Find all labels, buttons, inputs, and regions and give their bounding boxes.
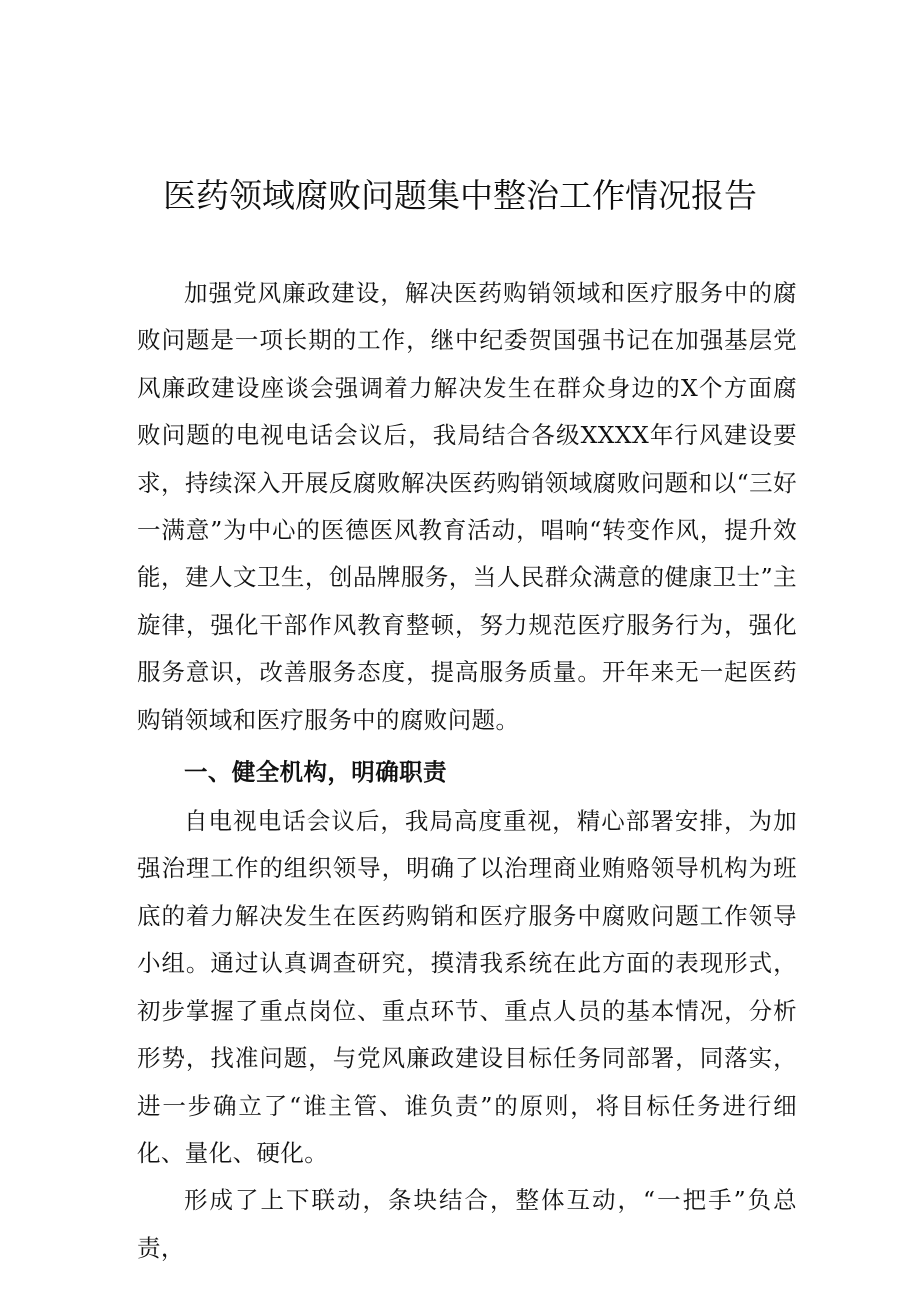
intro-paragraph: 加强党风廉政建设，解决医药购销领域和医疗服务中的腐败问题是一项长期的工作，继中纪委贺国强书记在加强基层党风廉政建设座谈会强调着力解决发生在群众身边的X个方面腐败问题的电视电话会议后，我局结合各级XXXX年行风建设要求，持续深入开展反腐败解决医药购销领域腐败问题和以“三好一满意”为中心的医德医风教育活动，唱响“转变作风，提升效能，建人文卫生，创品牌服务，当人民群众满意的健康卫士”主旋律，强化干部作风教育整顿，努力规范医疗服务行为，强化服务意识，改善服务态度，提高服务质量。开年来无一起医药购销领域和医疗服务中的腐败问题。 [137,279,797,734]
document-title: 医药领域腐败问题集中整治工作情况报告 [163,176,757,215]
document-body [137,270,797,1272]
section-paragraph: 形成了上下联动，条块结合，整体互动，“一把手”负总责， [137,1186,797,1262]
section-heading: 一、健全机构，明确职责 [184,758,447,787]
section-paragraph: 自电视电话会议后，我局高度重视，精心部署安排，为加强治理工作的组织领导，明确了以治理商业贿赂领导机构为班底的着力解决发生在医药购销和医疗服务中腐败问题工作领导小组。通过认真调查研究，摸清我系统在此方面的表现形式，初步掌握了重点岗位、重点环节、重点人员的基本情况，分析形势，找准问题，与党风廉政建设目标任务同部署，同落实，进一步确立了“谁主管、谁负责”的原则，将目标任务进行细化、量化、硬化。 [137,807,797,1167]
